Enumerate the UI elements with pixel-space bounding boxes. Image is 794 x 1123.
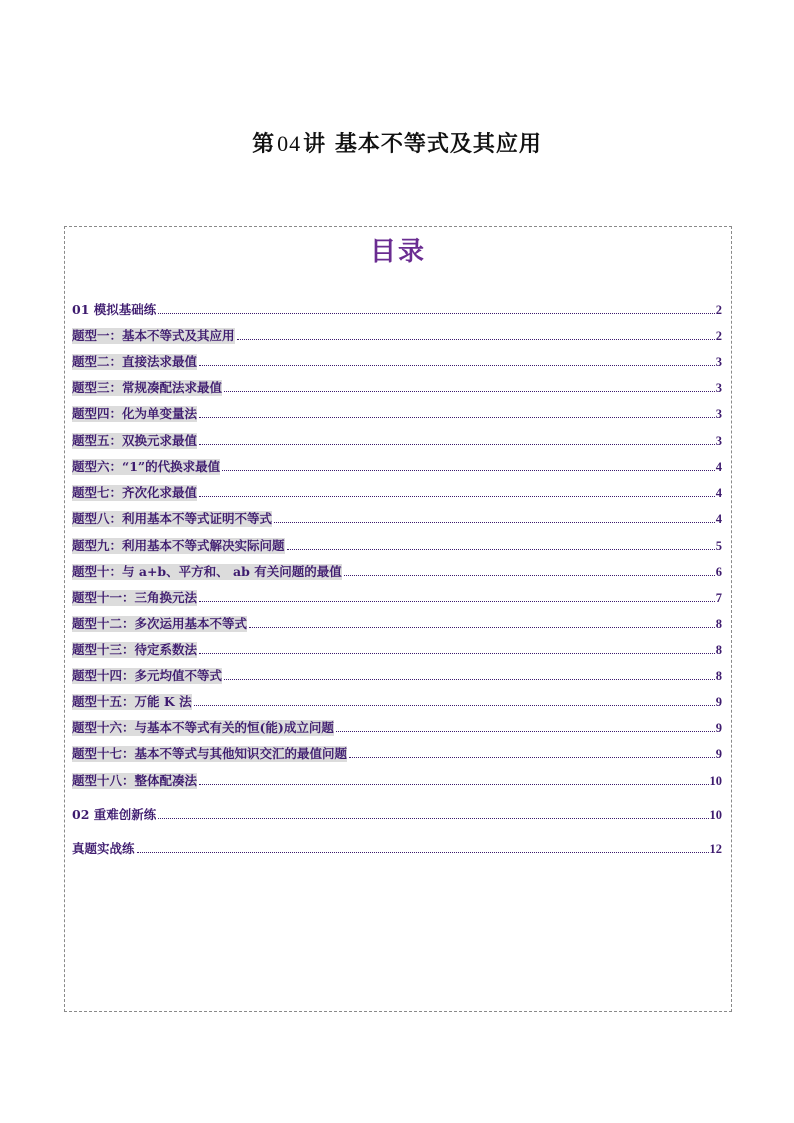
toc-entry-label: 题型六：“1”的代换求最值 [72,459,221,474]
toc-entry[interactable] [72,404,722,422]
toc-dot-leader [199,417,715,418]
toc-entry-page: 3 [715,355,722,369]
toc-dot-leader [349,757,715,758]
toc-entry-label: 题型十二：多次运用基本不等式 [72,616,248,631]
toc-entry-page: 3 [715,407,722,421]
toc-entry-label: 02 重难创新练 [72,807,157,822]
toc-dot-leader [199,601,715,602]
toc-entry-page: 8 [715,643,722,657]
toc-entry-label: 题型四：化为单变量法 [72,406,198,421]
toc-dot-leader [199,365,715,366]
toc-entry-page: 4 [715,486,722,500]
toc-entry[interactable] [72,352,722,370]
toc-entry[interactable] [72,431,722,449]
toc-entry[interactable] [72,300,722,318]
toc-entry-page: 2 [715,329,722,343]
toc-dot-leader [199,784,708,785]
toc-entry-page: 10 [709,808,722,822]
toc-dot-leader [224,679,715,680]
toc-entry-page: 9 [715,695,722,709]
toc-entry-label: 题型十六：与基本不等式有关的恒(能)成立问题 [72,720,334,735]
toc-entry-label: 真题实战练 [72,841,135,856]
toc-entry-label: 题型十三：待定系数法 [72,642,198,657]
toc-dot-leader [199,444,715,445]
toc-dot-leader [158,313,715,314]
toc-entry-page: 3 [715,434,722,448]
toc-entry-label: 题型十八：整体配凑法 [72,773,198,788]
toc-dot-leader [194,705,715,706]
toc-entry-page: 5 [715,539,722,553]
toc-entry-label: 题型十：与 a+b、平方和、 ab 有关问题的最值 [72,564,342,579]
toc-entry[interactable] [72,805,722,823]
toc-entry[interactable] [72,839,722,857]
toc-dot-leader [344,575,715,576]
toc-entry-page: 7 [715,591,722,605]
toc-entry-page: 10 [709,774,722,788]
title-text: 讲 基本不等式及其应用 [303,132,542,157]
table-of-contents [64,226,732,1012]
toc-dot-leader [336,731,715,732]
toc-dot-leader [224,391,715,392]
toc-entry[interactable] [72,378,722,396]
toc-entry[interactable] [72,666,722,684]
toc-entry-label: 题型十一：三角换元法 [72,590,198,605]
toc-heading: 目录 [369,237,426,267]
toc-entry-page: 4 [715,460,722,474]
toc-entry-label: 题型十五：万能 K 法 [72,694,192,709]
toc-entry-page: 9 [715,747,722,761]
toc-entry-page: 2 [715,303,722,317]
toc-entry[interactable] [72,744,722,762]
toc-dot-leader [287,549,715,550]
toc-entry[interactable] [72,718,722,736]
toc-entry-page: 8 [715,669,722,683]
toc-entry[interactable] [72,326,722,344]
toc-entry-label: 题型十七：基本不等式与其他知识交汇的最值问题 [72,746,348,761]
toc-entry-page: 8 [715,617,722,631]
toc-entry-label: 题型二：直接法求最值 [72,354,198,369]
toc-entry[interactable] [72,562,722,580]
toc-entry-page: 4 [715,512,722,526]
toc-entry[interactable] [72,457,722,475]
toc-entry-label: 01 模拟基础练 [72,302,157,317]
toc-entry[interactable] [72,483,722,501]
toc-entry-label: 题型九：利用基本不等式解决实际问题 [72,538,285,553]
toc-entry[interactable] [72,588,722,606]
toc-dot-leader [222,470,715,471]
toc-dot-leader [237,339,715,340]
toc-entry-page: 3 [715,381,722,395]
toc-dot-leader [199,653,715,654]
toc-dot-leader [249,627,715,628]
toc-entry-page: 9 [715,721,722,735]
toc-dot-leader [137,852,709,853]
toc-dot-leader [158,818,708,819]
toc-entry-label: 题型五：双换元求最值 [72,433,198,448]
toc-entry-label: 题型八：利用基本不等式证明不等式 [72,511,273,526]
toc-entry[interactable] [72,536,722,554]
toc-dot-leader [199,496,715,497]
toc-entry[interactable] [72,509,722,527]
toc-dot-leader [274,522,715,523]
toc-entry-page: 6 [715,565,722,579]
toc-entry-label: 题型七：齐次化求最值 [72,485,198,500]
toc-entry[interactable] [72,692,722,710]
document-title [0,127,794,158]
title-number: 04 [277,131,302,156]
toc-entry-label: 题型一：基本不等式及其应用 [72,328,235,343]
toc-entry-label: 题型十四：多元均值不等式 [72,668,223,683]
toc-entry[interactable] [72,640,722,658]
toc-entry-page: 12 [709,842,722,856]
toc-entry[interactable] [72,614,722,632]
toc-entry-label: 题型三：常规凑配法求最值 [72,380,223,395]
toc-entry[interactable] [72,771,722,789]
title-prefix: 第 [252,132,276,157]
